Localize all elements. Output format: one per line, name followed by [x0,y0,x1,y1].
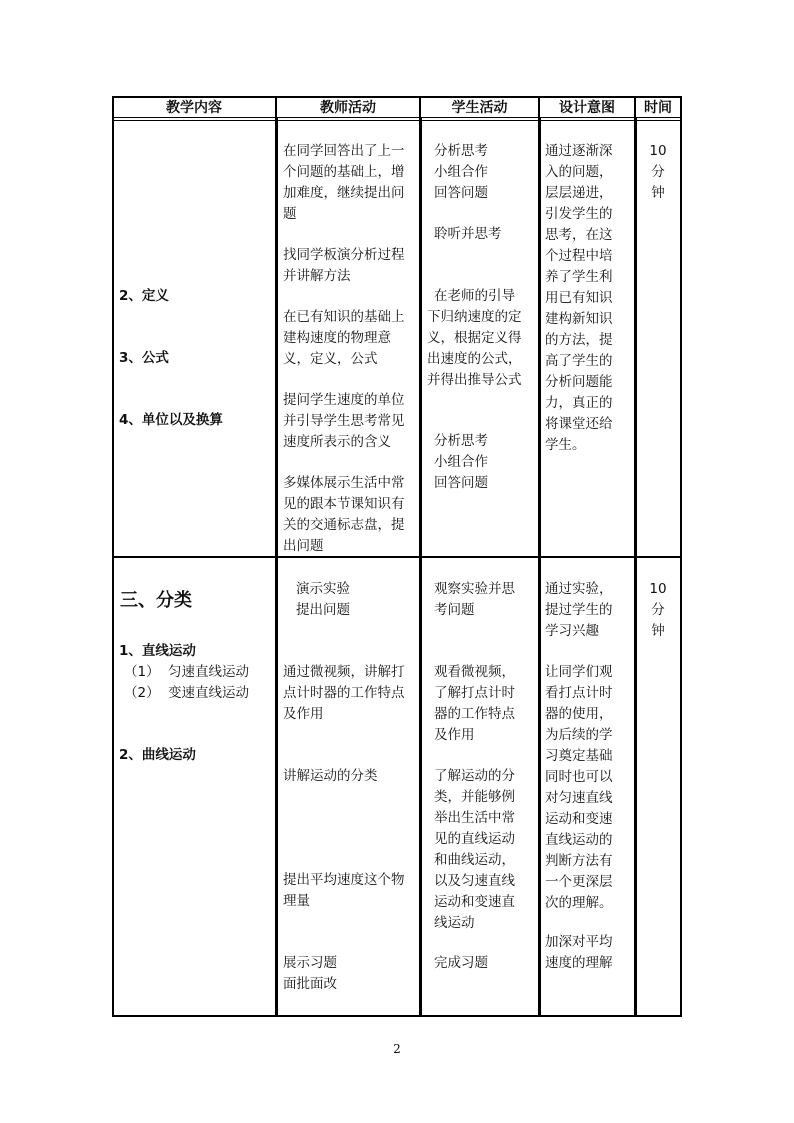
content-definition: 2、定义 [119,288,169,304]
student-text-1: 分析思考 小组合作 回答问题 [434,143,488,201]
header-intent: 设计意图 [559,100,615,116]
col-line-right [680,96,682,1017]
teacher2-text-1: 演示实验 提出问题 [296,581,350,618]
teacher-text-4: 提问学生速度的单位 并引导学生思考常见 速度所表示的含义 [283,392,405,450]
student-text-3: 在老师的引导 下归纳速度的定 义，根据定义得 出速度的公式， 并得出推导公式 [427,288,522,388]
teacher2-text-4: 提出平均速度这个物 理量 [283,872,405,909]
student2-text-3: 了解运动的分 类，并能够例 举出生活中常 见的直线运动 和曲线运动， 以及匀速直线 运动和变速直 线运动 [434,768,515,931]
content-variable-motion: 变速直线运动 [168,685,249,701]
teacher2-text-2: 通过微视频，讲解打 点计时器的工作特点 及作用 [283,664,405,722]
content-linear-motion: 1、直线运动 [119,643,196,659]
col-line-left [112,96,114,1017]
content-formula: 3、公式 [119,350,169,366]
col-line-3b [540,118,541,1017]
header-teacher: 教师活动 [320,100,376,116]
student-text-2: 聆听并思考 [434,226,502,242]
student2-text-1: 观察实验并思 考问题 [434,581,515,618]
teacher-text-2: 找同学板演分析过程 并讲解方法 [283,247,405,284]
teacher2-text-3: 讲解运动的分类 [283,768,378,784]
student2-text-4: 完成习题 [434,955,488,971]
time-1: 10 分 钟 [649,143,667,201]
col-line-1b [277,118,278,1017]
section-title-classification: 三、分类 [120,590,192,611]
content-sub-1-num: （1） [124,664,160,680]
intent-text-1: 通过逐渐深 入的问题， 层层递进， 引发学生的 思考，在这 个过程中培 养了学生利 用已有知识 建构新知识 的方法，提 高了学生的 分析问题能 力，真正的 将课堂还给 学生。 [545,143,613,453]
page-number: 2 [393,1042,401,1056]
content-uniform-motion: 匀速直线运动 [168,664,249,680]
intent2-text-1: 通过实验， 提过学生的 学习兴趣 [545,581,613,639]
col-line-4b [636,118,637,1017]
content-sub-2-num: （2） [124,685,160,701]
content-curve-motion: 2、曲线运动 [119,747,196,763]
header-time: 时间 [644,100,672,116]
col-line-2b [421,118,422,1017]
table-bottom-border [112,1015,682,1017]
header-content: 教学内容 [166,100,222,116]
header-student: 学生活动 [451,100,508,116]
teacher2-text-5: 展示习题 面批面改 [283,955,337,992]
header-bottom-border-2 [112,120,682,121]
student-text-4: 分析思考 小组合作 回答问题 [434,433,488,491]
student2-text-2: 观看微视频， 了解打点计时 器的工作特点 及作用 [434,664,515,743]
teacher-text-5: 多媒体展示生活中常 见的跟本节课知识有 关的交通标志盘，提 出问题 [283,475,405,554]
content-units: 4、单位以及换算 [119,412,223,428]
teacher-text-3: 在已有知识的基础上 建构速度的物理意 义，定义，公式 [283,309,405,367]
teacher-text-1: 在同学回答出了上一 个问题的基础上，增 加难度，继续提出问 题 [283,143,405,222]
time-2: 10 分 钟 [649,581,667,639]
intent2-text-2: 让同学们观 看打点计时 器的使用， 为后续的学 习奠定基础 同时也可以 对匀速直线 运动和变速 直线运动的 判断方法有 一个更深层 次的理解。 [545,664,613,911]
intent2-text-3: 加深对平均 速度的理解 [545,934,613,971]
